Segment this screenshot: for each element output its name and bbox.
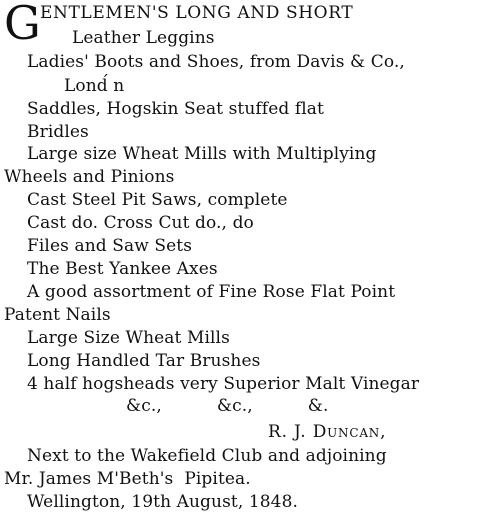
item-line: Wheels and Pinions [4,167,175,187]
item-line: Ladies' Boots and Shoes, from Davis & Co., [27,52,405,72]
item-line: Bridles [27,122,89,142]
item-line: The Best Yankee Axes [27,259,218,279]
item-line: Large size Wheat Mills with Multiplying [27,144,377,164]
address-line-2: Mr. James M'Beth's Pipitea. [4,469,251,489]
item-line: Long Handled Tar Brushes [27,351,261,371]
item-line: Saddles, Hogskin Seat stuffed flat [27,99,324,119]
item-line: 4 half hogsheads very Superior Malt Vinegar [27,374,420,394]
heading-line: ENTLEMEN'S LONG AND SHORT [40,3,354,23]
item-line: A good assortment of Fine Rose Flat Point [27,282,396,302]
etc-line: &c., &c., &. [126,396,329,416]
item-line: Lond́ n [64,76,125,96]
item-line: Files and Saw Sets [27,236,193,256]
item-line: Patent Nails [4,305,111,325]
address-line-1: Next to the Wakefield Club and adjoining [27,446,387,466]
item-line: Leather Leggins [72,28,215,48]
signature: R. J. Duncan, [268,422,387,442]
item-line: Cast Steel Pit Saws, complete [27,190,288,210]
drop-cap: G [4,0,41,50]
item-line: Large Size Wheat Mills [27,328,230,348]
date-line: Wellington, 19th August, 1848. [27,492,299,512]
item-line: Cast do. Cross Cut do., do [27,213,254,233]
